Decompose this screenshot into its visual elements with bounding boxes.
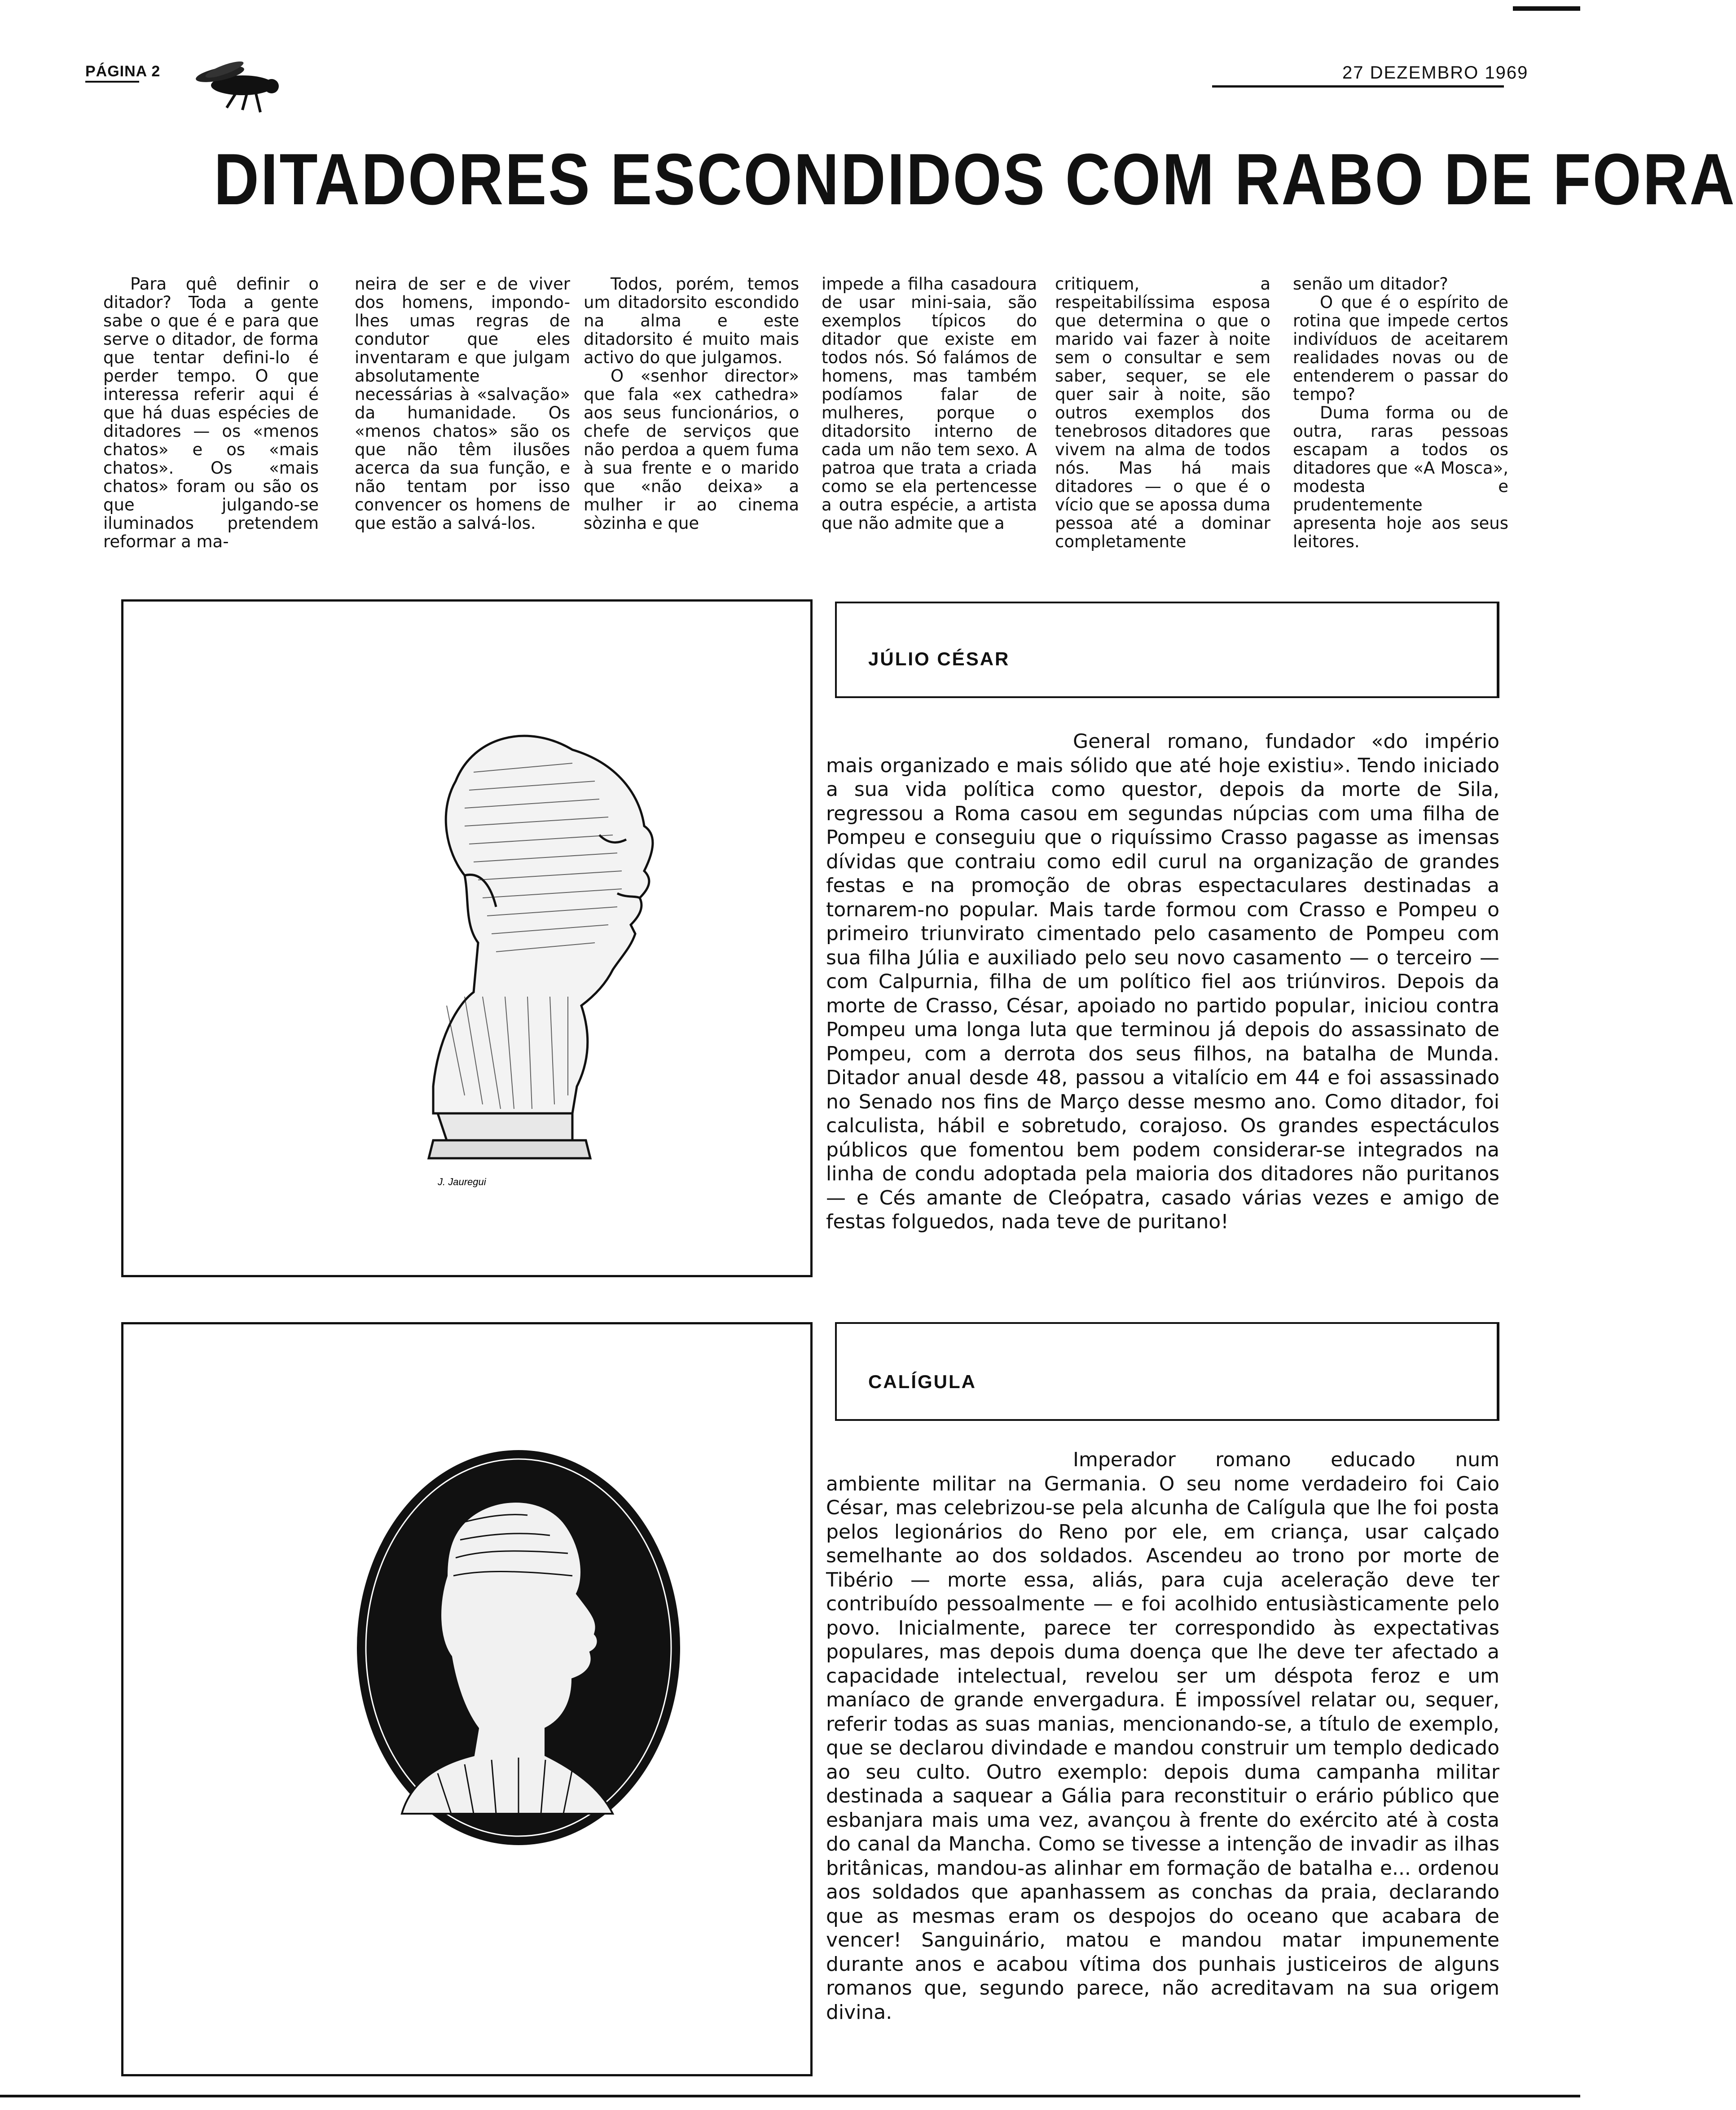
intro-column-5: critiquem, a respeitabilíssima esposa que determina o que o marido vai fazer à noite sem o consultar e sem saber, sequer, se ele quer sair à noite, são outros exemplos dos tenebrosos ditadores que vivem na alma de todos nós. Mas há mais ditadores — o que é o vício que se apossa duma pessoa até a dominar completamente [1055, 274, 1270, 551]
cameo-engraving-icon [123, 1324, 810, 2074]
title-box-edge [1497, 1324, 1499, 1419]
date-rule [1212, 85, 1504, 88]
caligula-biography [826, 1448, 1499, 2024]
intro-paragraph: O que é o espírito de rotina que impede certos indivíduos de aceitarem realidades novas ou de entenderem o passar do tempo? [1293, 293, 1508, 404]
page-label: PÁGINA 2 [85, 63, 161, 80]
julio-cesar-title: JÚLIO CÉSAR [868, 648, 1010, 669]
top-edge-bar [1513, 6, 1580, 11]
intro-column-4: impede a filha casadoura de usar mini-saia, são exemplos típicos do ditador que existe em todos nós. Só falámos de homens, mas também podíamos falar de mulheres, porque o ditadorsito interno de cada um não tem sexo. A patroa que trata a criada como se ela pertencesse a outra espécie, a artista que não admite que a [822, 274, 1037, 533]
headline: DITADORES ESCONDIDOS COM RABO DE FORA [214, 139, 1736, 220]
julio-cesar-biography [826, 730, 1499, 1234]
bottom-rule [0, 2095, 1580, 2097]
intro-paragraph: O «senhor director» que fala «ex cathedra» aos seus funcionários, o chefe de serviços que não perdoa a quem fuma à sua frente e o marido que «não deixa» a mulher ir ao cinema sòzinha e que [584, 366, 799, 533]
caligula-title-box [835, 1322, 1499, 1421]
intro-paragraph: senão um ditador? [1293, 274, 1448, 294]
intro-column-1: Para quê definir o ditador? Toda a gente sabe o que é e para que serve o ditador, de forma que tentar defini-lo é perder tempo. O que interessa referir aqui é que há duas espécies de ditadores — os «menos chatos» e os «mais chatos». Os «mais chatos» foram ou são os que julgando-se iluminados pretendem reformar a ma- [103, 274, 319, 551]
fly-icon [193, 54, 283, 117]
caligula-title: CALÍGULA [868, 1371, 976, 1392]
caligula-portrait-frame [121, 1322, 813, 2076]
intro-column-3 [584, 275, 799, 532]
page-label-rule [85, 81, 139, 83]
svg-text:J. Jauregui: J. Jauregui [438, 1176, 486, 1187]
intro-column-2: neira de ser e de viver dos homens, impondo-lhes umas regras de condutor que eles inventaram e que julgam absolutamente necessárias à «salvação» da humanidade. Os «menos chatos» são os que não têm ilusões acerca da sua função, e não tentam por isso convencer os homens de que estão a salvá-los. [355, 274, 570, 533]
julio-cesar-title-box [835, 602, 1499, 698]
biography-paragraph: Imperador romano educado num ambiente militar na Germania. O seu nome verdadeiro foi Caio César, mas celebrizou-se pela alcunha de Calígula que lhe foi posta pelos legionários do Reno por ele, em criança, usar calçado semelhante ao dos soldados. Ascendeu ao trono por morte de Tibério — morte essa, aliás, para cuja aceleração deve ter contribuído pessoalmente — e foi acolhido entusiàsticamente pelo povo. Inicialmente, parece ter correspondido às expectativas populares, mas depois duma doença que lhe deve ter afectado a capacidade intelectual, revelou ser um déspota feroz e um maníaco de grande envergadura. É impossível relatar ou, sequer, referir todas as suas manias, mencionando-se, a título de exemplo, que se declarou divindade e mandou construir um templo dedicado ao seu culto. Outro exemplo: depois duma campanha militar destinada a saquear a Gália para reconstituir o erário público que esbanjara mais uma vez, avançou à frente do exército até à costa do canal da Mancha. Como se tivesse a intenção de invadir as ilhas britânicas, mandou-as alinhar em formação de batalha e... ordenou aos soldados que apanhassem as conchas da praia, declarando que as mesmas eram os despojos do oceano que acabara de vencer! Sanguinário, matou e mandou matar impunemente durante anos e acabou vítima dos punhais justiceiros de alguns romanos que, segundo parece, não acreditavam na sua origem divina. [826, 1448, 1499, 2024]
julio-cesar-portrait-frame [121, 599, 813, 1277]
bust-engraving-icon [123, 602, 810, 1275]
intro-paragraph: Todos, porém, temos um ditadorsito escondido na alma e este ditadorsito é muito mais activo do que julgamos. [584, 274, 799, 367]
intro-paragraph: Duma forma ou de outra, raras pessoas escapam a todos os ditadores que «A Mosca», modesta e prudentemente apresenta hoje aos seus leitores. [1293, 403, 1508, 551]
intro-column-6 [1293, 275, 1508, 551]
issue-date: 27 DEZEMBRO 1969 [1342, 63, 1529, 83]
biography-paragraph: General romano, fundador «do império mais organizado e mais sólido que até hoje existiu». Tendo iniciado a sua vida política como questor, depois da morte de Sila, regressou a Roma casou em segundas núpcias com uma filha de Pompeu e conseguiu que o riquíssimo Crasso pagasse as imensas dívidas que contraiu como edil curul na organização de grandes festas e na promoção de obras espectaculares destinadas a tornarem-no popular. Mais tarde formou com Crasso e Pompeu o primeiro triunvirato cimentado pelo casamento de Pompeu com sua filha Júlia e auxiliado pelo seu novo casamento — o terceiro — com Calpurnia, filha de um político fiel aos triúnviros. Depois da morte de Crasso, César, apoiado no partido popular, iniciou contra Pompeu uma longa luta que terminou já depois do assassinato de Pompeu, com a derrota dos seus filhos, na batalha de Munda. Ditador anual desde 48, passou a vitalício em 44 e foi assassinado no Senado nos fins de Março desse mesmo ano. Como ditador, foi calculista, hábil e sobretudo, corajoso. Os grandes espectáculos públicos que fomentou bem podem considerar-se integrados na linha de condu adoptada pela maioria dos ditadores não puritanos — e Cés amante de Cleópatra, casado várias vezes e amigo de festas folguedos, nada teve de puritano! [826, 730, 1499, 1233]
title-box-edge [1497, 603, 1499, 696]
